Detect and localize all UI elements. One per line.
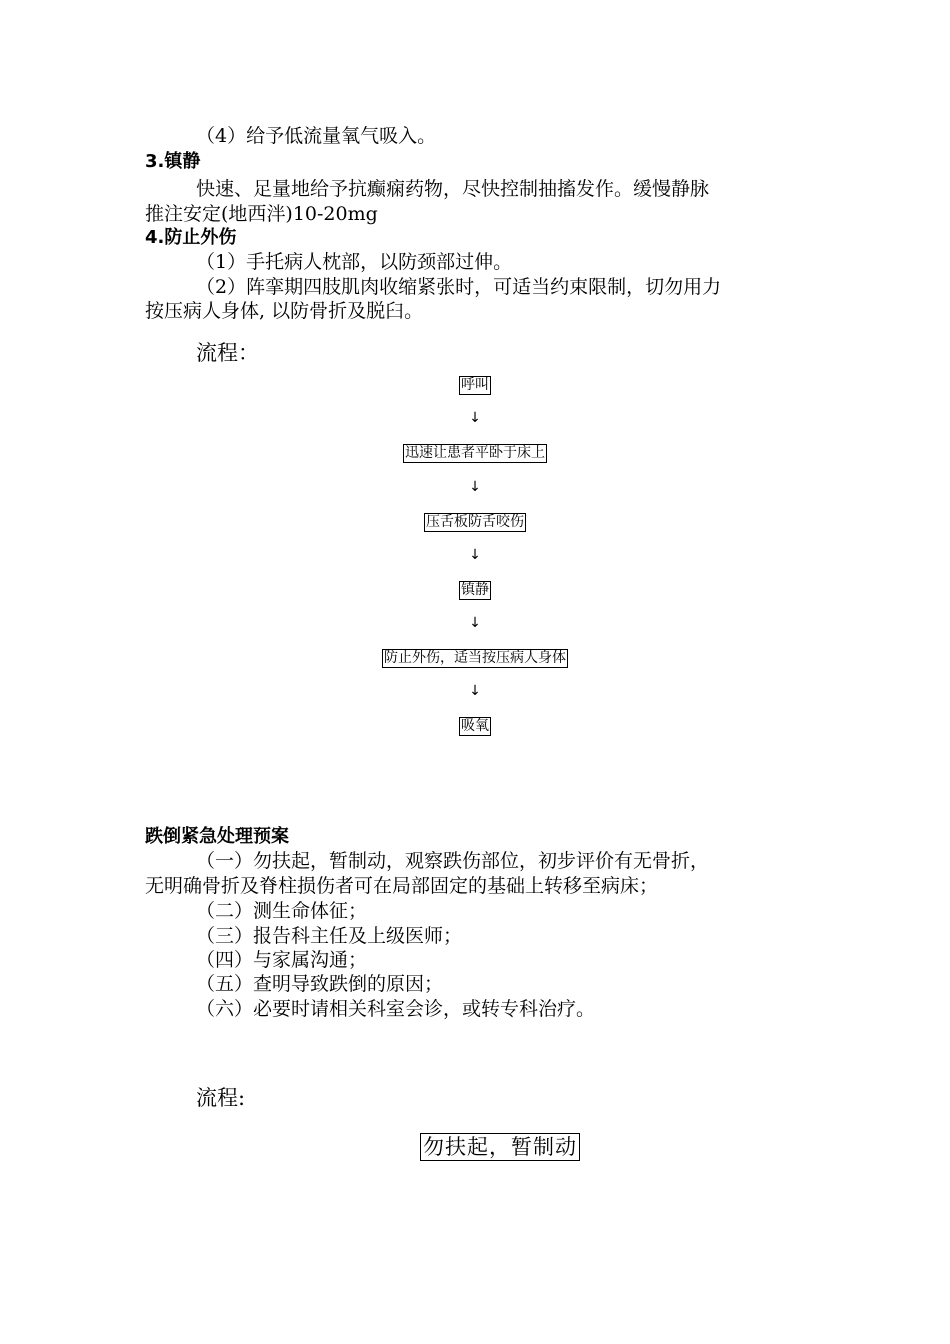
flow-arrow-2: ↓ (469, 479, 481, 495)
paragraph-injury-1: （1）手托病人枕部，以防颈部过伸。 (196, 251, 513, 273)
flow-box-sedation: 镇静 (461, 582, 489, 598)
heading-prevent-injury: 4.防止外伤 (145, 227, 237, 248)
flow-box-no-lift: 勿扶起，暂制动 (420, 1133, 580, 1161)
flow-label-2: 流程: (196, 1086, 246, 1110)
item-4: （4）给予低流量氧气吸入。 (196, 125, 437, 147)
flow-box-call: 呼叫 (461, 377, 489, 393)
fall-item-4: （四）与家属沟通； (196, 949, 368, 971)
flow-box-lie-flat: 迅速让患者平卧于床上 (405, 445, 545, 461)
fall-item-1b: 无明确骨折及脊柱损伤者可在局部固定的基础上转移至病床； (145, 875, 659, 897)
flow-arrow-5: ↓ (469, 683, 481, 699)
fall-item-2: （二）测生命体征； (196, 900, 368, 922)
fall-item-1a: （一）勿扶起，暂制动，观察跌伤部位，初步评价有无骨折， (196, 850, 710, 872)
paragraph-sedation-2: 推注安定(地西泮)10-20mg (145, 203, 378, 225)
flow-box-tongue-depressor: 压舌板防舌咬伤 (426, 514, 524, 530)
heading-sedation: 3.镇静 (145, 151, 201, 172)
fall-item-5: （五）查明导致跌倒的原因； (196, 973, 444, 995)
paragraph-injury-2b: 按压病人身体, 以防骨折及脱臼。 (145, 300, 424, 322)
flow-box-prevent-injury: 防止外伤，适当按压病人身体 (384, 650, 566, 666)
flow-arrow-1: ↓ (469, 410, 481, 426)
flow-arrow-3: ↓ (469, 547, 481, 563)
flow-arrow-4: ↓ (469, 615, 481, 631)
fall-plan-title: 跌倒紧急处理预案 (145, 826, 289, 847)
flow-box-oxygen: 吸氧 (461, 718, 489, 734)
fall-item-6: （六）必要时请相关科室会诊，或转专科治疗。 (196, 998, 596, 1020)
flow-label-1: 流程： (196, 341, 259, 365)
paragraph-sedation-1: 快速、足量地给予抗癫痫药物，尽快控制抽搐发作。缓慢静脉 (196, 178, 710, 200)
paragraph-injury-2a: （2）阵挛期四肢肌肉收缩紧张时，可适当约束限制，切勿用力 (196, 276, 722, 298)
fall-item-3: （三）报告科主任及上级医师； (196, 925, 463, 947)
